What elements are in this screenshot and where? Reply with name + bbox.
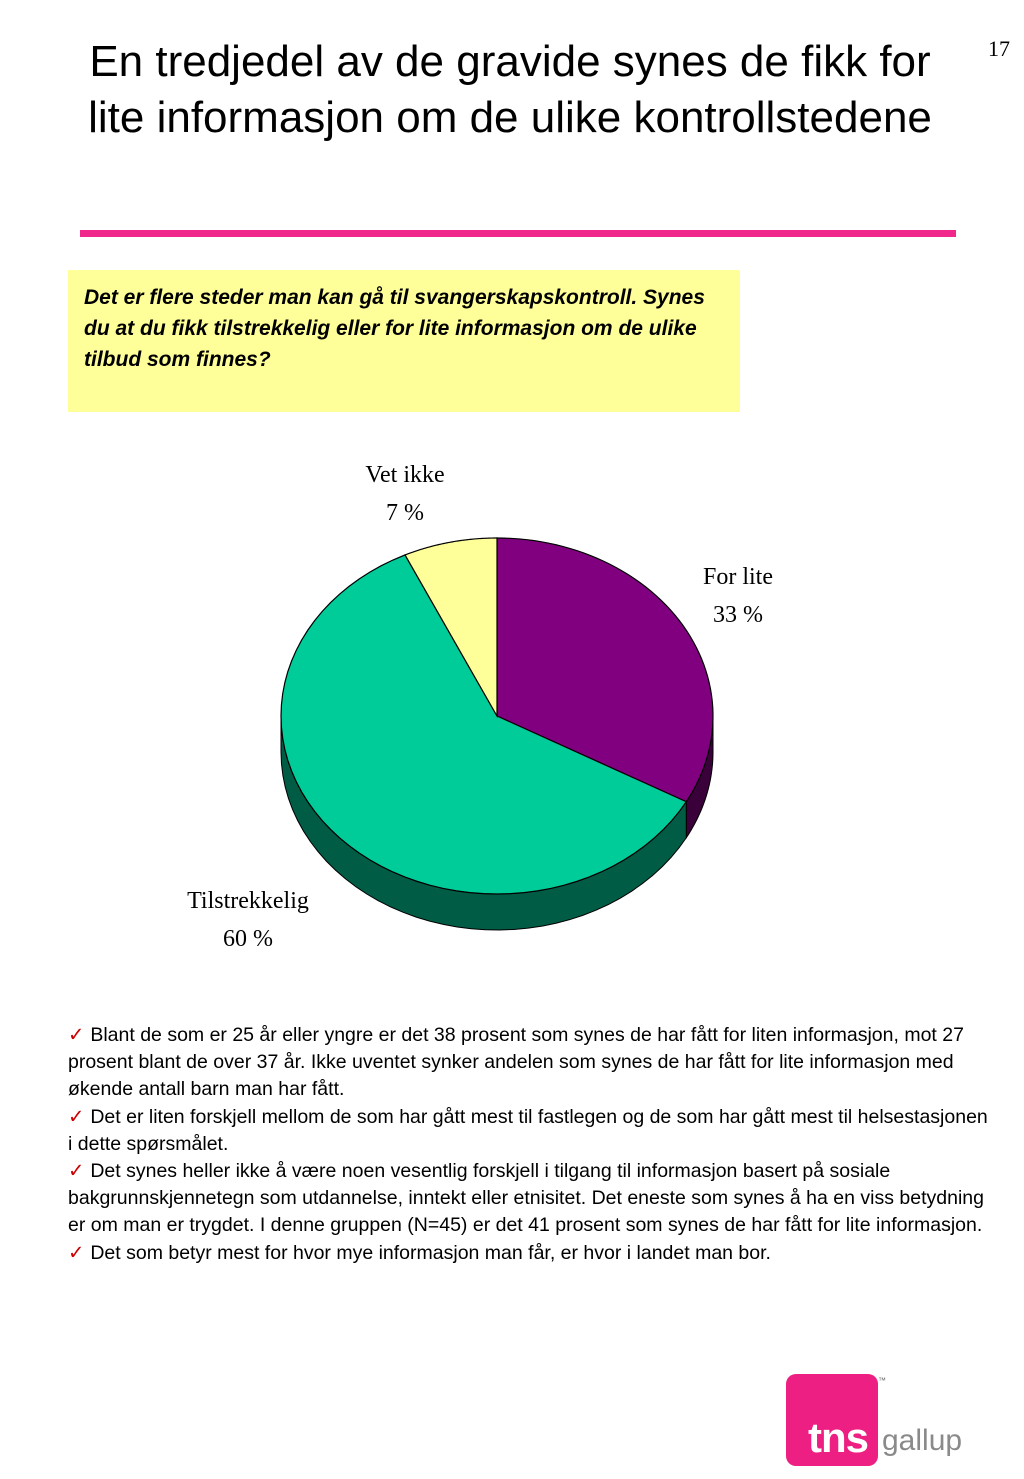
- logo-brand: tns: [808, 1414, 868, 1461]
- check-icon: ✓: [68, 1160, 85, 1183]
- title-divider: [80, 230, 956, 237]
- tns-gallup-logo: [786, 1374, 966, 1470]
- pie-value-for-lite: 33 %: [713, 602, 763, 628]
- bullet-item: [68, 1022, 992, 1104]
- slide-title: En tredjedel av de gravide synes de fikk for lite informasjon om de ulike kontrollstedene: [88, 37, 932, 142]
- bullet-item: [68, 1104, 992, 1158]
- bullet-item: [68, 1240, 992, 1267]
- pie-label-vet-ikke: Vet ikke: [365, 462, 445, 488]
- check-icon: ✓: [68, 1024, 85, 1046]
- pie-value-tilstrekkelig: 60 %: [223, 926, 273, 952]
- bullet-text: Det er liten forskjell mellom de som har gått mest til fastlegen og de som har gått mest til helsestasjonen i dette spørsmålet.: [68, 1105, 988, 1155]
- question-text: Det er flere steder man kan gå til svangerskapskontroll. Synes du at du fikk tilstrekkelig eller for lite informasjon om de ulike tilbud som finnes?: [84, 286, 705, 371]
- pie-label-tilstrekkelig: Tilstrekkelig: [187, 888, 309, 914]
- bullet-item: [68, 1158, 992, 1240]
- bullet-text: Blant de som er 25 år eller yngre er det 38 prosent som synes de har fått for liten informasjon, mot 27 prosent blant de over 37 år. Ikke uventet synker andelen som synes de har fått for lite informasjon med økende antall barn man har fått.: [68, 1024, 964, 1101]
- logo-product: gallup: [882, 1424, 963, 1457]
- bullet-list: [68, 1022, 992, 1267]
- question-box: [68, 270, 740, 412]
- bullet-text: Det som betyr mest for hvor mye informasjon man får, er hvor i landet man bor.: [90, 1241, 771, 1264]
- page-number: 17: [988, 36, 1010, 61]
- bullet-text: Det synes heller ikke å være noen vesentlig forskjell i tilgang til informasjon basert på sosiale bakgrunnskjennetegn som utdannelse, inntekt eller etnisitet. Det eneste som synes å ha en viss betydning er om man er trygdet. I denne gruppen (N=45) er det 41 prosent som synes de har fått for lite informasjon.: [68, 1160, 984, 1237]
- pie-chart: [150, 440, 870, 960]
- pie-value-vet-ikke: 7 %: [386, 500, 424, 526]
- logo-trademark: ™: [878, 1376, 886, 1385]
- check-icon: ✓: [68, 1241, 85, 1264]
- check-icon: ✓: [68, 1105, 85, 1128]
- pie-label-for-lite: For lite: [703, 564, 773, 590]
